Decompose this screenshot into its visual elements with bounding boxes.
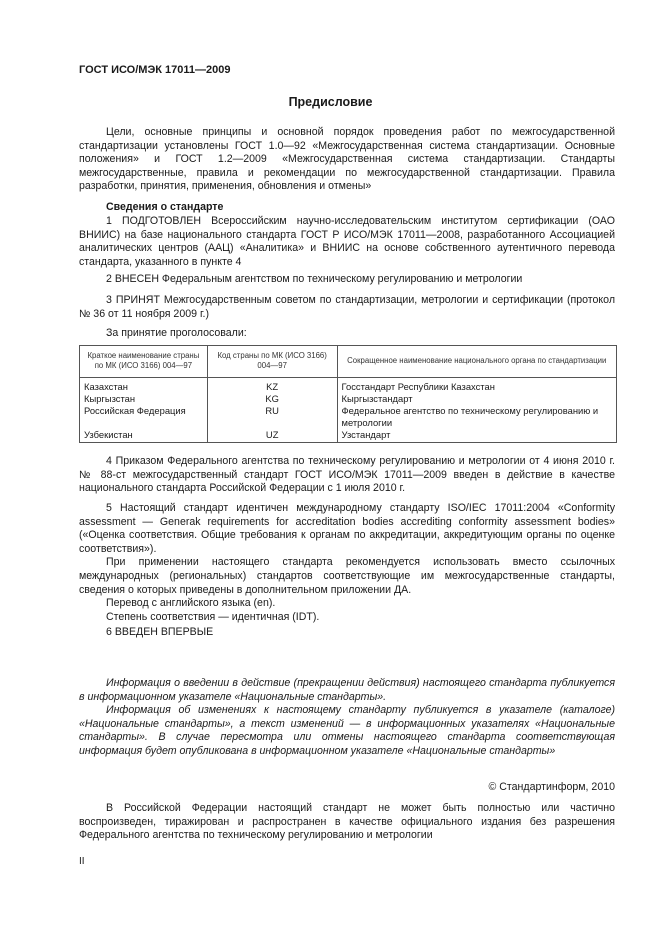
- table-row: [80, 429, 617, 443]
- table-row: [80, 378, 617, 394]
- item-5-identical: 5 Настоящий стандарт идентичен международному стандарту ISO/IEC 17011:2004 «Conformity assessment — Generak requirements for accreditation bodies accrediting conformity assessment bodies» («Оценка соответствия. Общие требования к органам по аккредитации, аккредитующим органы по оценке соответствия»). При применении настоящего стандарта рекомендуется использовать вместо ссылочных международных (региональных) стандартов соответствующие им межгосударственные стандарты, сведения о которых приведены в дополнительном приложении ДА. Перевод с английского языка (en). Степень соответствия — идентичная (IDT).: [79, 502, 615, 623]
- page-title: Предисловие: [288, 95, 373, 109]
- cell-body: Федеральное агентство по техническому регулированию и метрологии: [337, 405, 616, 429]
- copyright-notice: © Стандартинформ, 2010: [488, 781, 615, 793]
- information-notice: Информация о введении в действие (прекращении действия) настоящего стандарта публикуется в информационном указателе «Национальные стандарты». Информация об изменениях к настоящему стандарту публикуется в указателе (каталоге) «Национальные стандарты», а текст изменений — в информационных указателях «Национальные стандарты». В случае пересмотра или отмены настоящего стандарта соответствующая информация будет опубликована в информационном указателе «Национальные стандарты»: [79, 677, 615, 757]
- table-row: [80, 405, 617, 429]
- item-3-adopted: 3 ПРИНЯТ Межгосударственным советом по стандартизации, метрологии и сертификации (протокол № 36 от 11 ноября 2009 г.): [79, 294, 615, 320]
- cell-code: RU: [207, 405, 337, 429]
- item-6-introduced: 6 ВВЕДЕН ВПЕРВЫЕ: [106, 626, 214, 638]
- item-1-prepared: 1 ПОДГОТОВЛЕН Всероссийским научно-исследовательским институтом сертификации (ОАО ВНИИС) на базе национального стандарта ГОСТ Р ИСО/МЭК 17011—2008, разработанного Ассоциацией аналитических центров (ААЦ) «Аналитика» и ВНИИС на основе собственного аутентичного перевода стандарта, указанного в пункте 4: [79, 215, 615, 268]
- legal-notice: В Российской Федерации настоящий стандарт не может быть полностью или частично воспроизведен, тиражирован и распространен в качестве официального издания без разрешения Федерального агентства по техническому регулированию и метрологии: [79, 802, 615, 842]
- cell-code: KZ: [207, 378, 337, 394]
- cell-body: Кыргызстандарт: [337, 393, 616, 405]
- header-country-code: Код страны по МК (ИСО 3166) 004—97: [207, 346, 337, 378]
- document-code-header: ГОСТ ИСО/МЭК 17011—2009: [79, 64, 231, 76]
- cell-code: UZ: [207, 429, 337, 443]
- cell-body: Госстандарт Республики Казахстан: [337, 378, 616, 394]
- voted-label-container: [79, 327, 615, 341]
- section-heading: Сведения о стандарте: [106, 201, 224, 213]
- cell-country: Кыргызстан: [80, 393, 208, 405]
- header-country-name: Краткое наименование страны по МК (ИСО 3166) 004—97: [80, 346, 208, 378]
- header-standards-body: Сокращенное наименование национального органа по стандартизации: [337, 346, 616, 378]
- item-4-order: 4 Приказом Федерального агентства по техническому регулированию и метрологии от 4 июня 2010 г. № 88-ст межгосударственный стандарт ГОСТ ИСО/МЭК 17011—2009 введен в действие в качестве национального стандарта Российской Федерации с 1 июля 2010 г.: [79, 455, 615, 495]
- voting-states-table: [79, 345, 617, 443]
- page-number: II: [79, 856, 85, 867]
- table-header-row: [80, 346, 617, 378]
- table-row: [80, 393, 617, 405]
- cell-country: Узбекистан: [80, 429, 208, 443]
- cell-code: KG: [207, 393, 337, 405]
- cell-body: Узстандарт: [337, 429, 616, 443]
- section-heading-container: [79, 201, 615, 215]
- item-2-submitted: 2 ВНЕСЕН Федеральным агентством по техническому регулированию и метрологии: [106, 273, 523, 285]
- cell-country: Казахстан: [80, 378, 208, 394]
- cell-country: Российская Федерация: [80, 405, 208, 429]
- intro-paragraph: Цели, основные принципы и основной порядок проведения работ по межгосударственной стандартизации установлены ГОСТ 1.0—92 «Межгосударственная система стандартизации. Основные положения» и ГОСТ 1.2—2009 «Межгосударственная система стандартизации. Стандарты межгосударственные, правила и рекомендации по межгосударственной стандартизации. Правила разработки, принятия, применения, обновления и отмены»: [79, 126, 615, 193]
- voted-label: За принятие проголосовали:: [106, 327, 247, 339]
